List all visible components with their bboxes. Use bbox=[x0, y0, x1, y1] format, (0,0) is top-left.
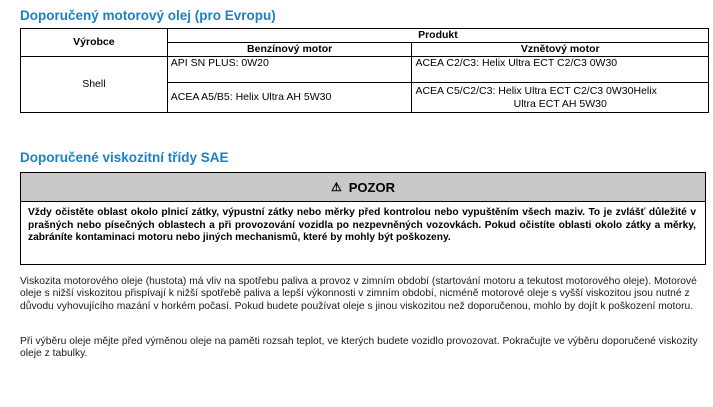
header-petrol-engine: Benzínový motor bbox=[167, 43, 412, 57]
petrol-oil-row1: API SN PLUS: 0W20 bbox=[167, 57, 412, 83]
section-title-sae-viscosity: Doporučené viskozitní třídy SAE bbox=[20, 150, 229, 165]
diesel-oil-row2-line2: Ultra ECT AH 5W30 bbox=[513, 97, 607, 110]
diesel-oil-row1: ACEA C2/C3: Helix Ultra ECT C2/C3 0W30 bbox=[412, 57, 709, 83]
temperature-paragraph: Při výběru oleje mějte před výměnou oleje na paměti rozsah teplot, ve kterých budete vozidlo provozovat. Pokračujte ve výběru doporučené viskozity oleje z tabulky. bbox=[20, 336, 698, 360]
header-diesel-engine: Vznětový motor bbox=[412, 43, 709, 57]
petrol-oil-row2: ACEA A5/B5: Helix Ultra AH 5W30 bbox=[167, 83, 412, 113]
warning-title: POZOR bbox=[348, 179, 395, 195]
section-title-recommended-oil: Doporučený motorový olej (pro Evropu) bbox=[20, 8, 276, 23]
manufacturer-cell: Shell bbox=[21, 57, 168, 113]
warning-icon: ⚠ bbox=[331, 180, 343, 194]
viscosity-paragraph: Viskozita motorového oleje (hustota) má vliv na spotřebu paliva a provoz v zimním období (startování motoru a tekutost motorového oleje). Motorové oleje s nižší viskozitou přispívají k nižší spotřebě paliva a lepší výkonnosti v zimním období, nicméně motorové oleje s vyšší viskozitou jsou nutné z důvodu vyhovujícího mazání v horkém počasí. Pokud budete používat oleje s jinou viskozitou než doporučenou, mohlo by dojít k poškození motoru. bbox=[20, 276, 697, 312]
diesel-oil-row2-line1: ACEA C5/C2/C3: Helix Ultra ECT C2/C3 0W30Helix bbox=[415, 84, 657, 97]
header-product: Produkt bbox=[167, 29, 708, 43]
oil-table bbox=[20, 28, 709, 113]
warning-box bbox=[20, 172, 706, 265]
header-manufacturer: Výrobce bbox=[21, 29, 168, 57]
warning-text: Vždy očistěte oblast okolo plnicí zátky, výpustní zátky nebo měrky před kontrolou nebo vypuštěním všech maziv. To je zvlášť důležité v prašných nebo písečných oblastech a při provozování vozidla po nezpevněných vozovkách. Pokud očistíte oblasti okolo zátky a měrky, zabráníte kontaminaci motoru nebo jiných mechanismů, které by mohly být poškozeny. bbox=[28, 207, 696, 244]
warning-header bbox=[21, 173, 705, 202]
diesel-oil-row2 bbox=[412, 83, 709, 113]
